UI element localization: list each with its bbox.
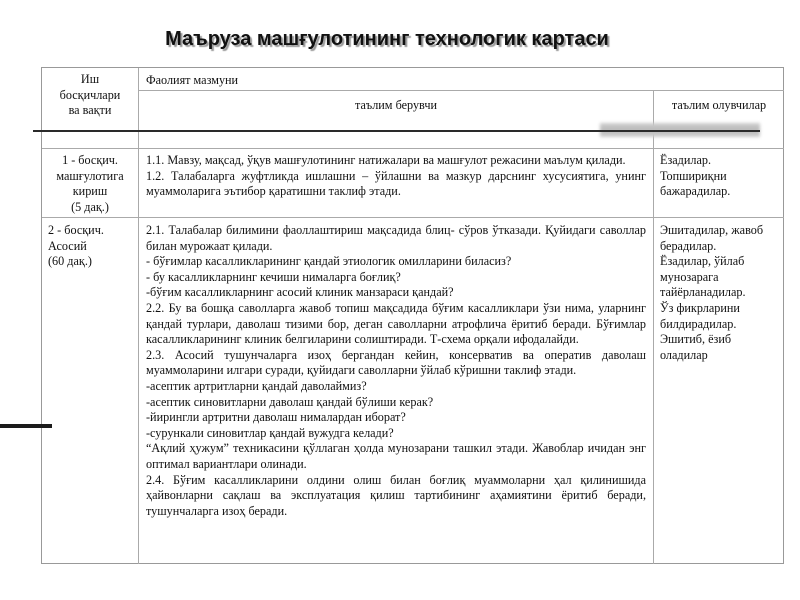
row2-stage-line: Асосий	[48, 238, 87, 253]
row2-teacher-paragraph: “Ақлий ҳужум” техникасини қўллаган ҳолда мунозарани ташкил этади. Жавоблар ичидан энг оптимал вариантлари олинади.	[146, 441, 646, 471]
row1-learners-activity	[660, 153, 780, 200]
header-stage-line: ва вақти	[68, 103, 112, 118]
header-stage-time	[44, 72, 136, 119]
technology-map-table	[41, 67, 784, 564]
row2-stage-line: (60 дақ.)	[48, 254, 92, 269]
row2-learners-activity	[660, 223, 780, 363]
row2-learners-line: Эшитадилар, жавоб берадилар.	[660, 223, 764, 253]
row1-learners-line: Топшириқни бажарадилар.	[660, 168, 731, 199]
row2-teacher-paragraph: 2.3. Асосий тушунчаларга изоҳ бергандан кейин, консерватив ва оператив даволаш муаммоларини илгари суради, қуйидаги саволларни ўйлаб кўришни таклиф этади.	[146, 347, 646, 378]
decorative-left-mark	[0, 424, 52, 428]
row1-teacher-paragraph: 1.1. Мавзу, мақсад, ўқув машғулотининг натижалари ва машғулот режасини маълум қилади.	[146, 153, 626, 167]
header-teacher: таълим берувчи	[355, 98, 437, 112]
row1-stage	[44, 153, 136, 215]
row2-teacher-paragraph: 2.1. Талабалар билимини фаоллаштириш мақсадида блиц- сўров ўтказади. Қуйидаги саволлар билан мурожаат қилади.	[146, 223, 646, 253]
row2-teacher-paragraph: -асептик артритларни қандай даволаймиз?	[146, 378, 367, 393]
row2-stage-line: 2 - босқич.	[48, 223, 104, 237]
row2-teacher-paragraph: 2.4. Бўғим касалликларини олдини олиш билан боғлиқ муаммоларни ҳал қилинишида ҳайвонларни сақлаш ва эксплуатация қилиш тартибининг аҳамиятини ёритиб беради, тушунчаларга изоҳ беради.	[146, 472, 646, 518]
header-stage-line: Иш	[80, 72, 100, 86]
row1-stage-line: (5 дақ.)	[71, 199, 109, 214]
row2-learners-line: Эшитиб, ёзиб оладилар	[660, 332, 732, 362]
row1-stage-line: кириш	[72, 184, 108, 199]
row1-stage-line: 1 - босқич.	[62, 153, 118, 167]
header-activity-content: Фаолият мазмуни	[146, 73, 239, 87]
row2-learners-line: Ёзадилар, ўйлаб мунозарага тайёрланадилар.	[660, 254, 746, 300]
page-title: Маъруза машғулотининг технологик картаси	[165, 28, 609, 50]
row2-teacher-paragraph: -сурункали синовитлар қандай вужудга келади?	[146, 425, 394, 440]
row2-teacher-paragraph: -бўғим касалликларнинг асосий клиник манзараси қандай?	[146, 285, 454, 300]
row1-stage-line: машғулотига	[56, 168, 124, 183]
row2-teacher-paragraph: - бўғимлар касалликларининг қандай этиологик омилларини биласиз?	[146, 254, 512, 269]
row1-learners-line: Ёзадилар.	[660, 153, 712, 167]
row2-teacher-paragraph: -йирингли артритни даволаш нималардан иборат?	[146, 410, 406, 425]
row2-teacher-paragraph: - бу касалликларнинг кечиши нималарга боғлиқ?	[146, 269, 401, 284]
header-stage-line: босқичлари	[59, 87, 121, 102]
decorative-dark-rule	[33, 130, 760, 132]
row2-stage	[48, 223, 136, 270]
row2-teacher-activity	[146, 223, 646, 519]
row1-teacher-activity	[146, 153, 646, 200]
row2-teacher-paragraph: -асептик синовитларни даволаш қандай бўлиши керак?	[146, 394, 434, 409]
row2-learners-line: Ўз фикрларини билдирадилар.	[660, 300, 740, 331]
row1-teacher-paragraph: 1.2. Талабаларга жуфтликда ишлашни – ўйлашни ва мазкур дарснинг хусусиятига, унинг муаммоларига эътибор қаратишни таклиф этади.	[146, 168, 646, 199]
header-learners: таълим олувчилар	[671, 98, 767, 112]
row2-teacher-paragraph: 2.2. Бу ва бошқа саволларга жавоб топиш мақсадида бўғим касалликлари ўзи нима, уларнинг қандай турлари, даволаш тизими бор, деган саволларни атрофлича ёритиб беради. Бўғимлар касалликларининг клиник белгиларини солиштиради. Т-схема орқали ифодалайди.	[146, 300, 646, 347]
